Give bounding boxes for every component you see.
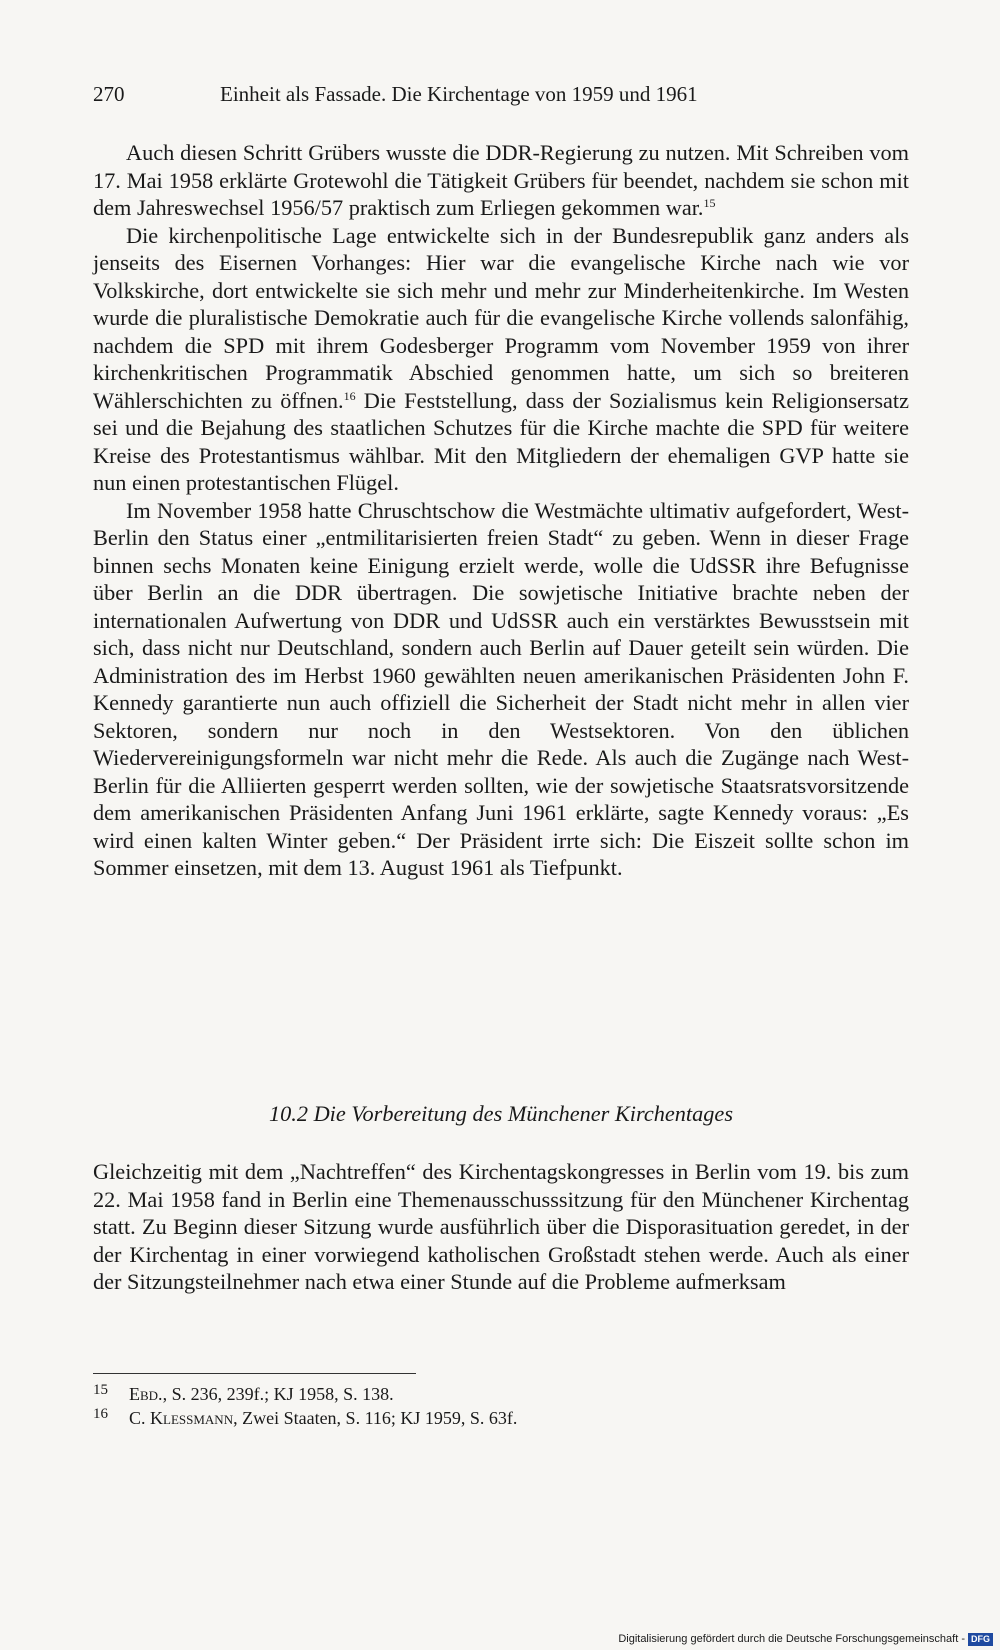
paragraph-text: Die kirchenpolitische Lage entwickelte sich in der Bundesrepublik ganz anders als jenseits des Eisernen Vorhanges: Hier war die evangelische Kirche nach wie vor Volkskirche, dort entwickelte sie sich mehr und mehr zur Minderheitenkirche. Im Westen wurde die pluralistische Demokratie auch für die evangelische Kirche vollends salonfähig, nachdem die SPD mit ihrem Godesberger Programm vom November 1959 von ihrer kirchenkritischen Programmatik Abschied genommen hatte, um sich so breiteren Wählerschichten zu öffnen. — [93, 222, 909, 413]
footnote-text — [129, 1382, 394, 1406]
paragraph-text: Gleichzeitig mit dem „Nachtreffen“ des Kirchentagskongresses in Berlin vom 19. bis zum 22. Mai 1958 fand in Berlin eine Themenausschusssitzung für den Münchener Kirchentag statt. Zu Beginn dieser Sitzung wurde ausführlich über die Disporasituation geredet, in der der Kirchentag in einer vorwiegend katholischen Großstadt stehen werde. Auch als einer der Sitzungsteilnehmer nach etwa einer Stunde auf die Probleme aufmerksam — [93, 1159, 909, 1294]
paragraph — [93, 139, 909, 222]
paragraph-text: Im November 1958 hatte Chruschtschow die Westmächte ultimativ aufgefordert, West-Berlin den Status einer „entmilitarisierten freien Stadt“ zu geben. Wenn in dieser Frage binnen sechs Monaten keine Einigung erzielt werde, wolle die UdSSR ihre Befugnisse über Berlin an die DDR übertragen. Die sowjetische Initiative brachte neben der internationalen Aufwertung von DDR und UdSSR auch ein verstärktes Bewusstsein mit sich, dass nicht nur Deutschland, sondern auch Berlin auf Dauer geteilt sein würden. Die Administration des im Herbst 1960 gewählten neuen amerikanischen Präsidenten John F. Kennedy garantierte nun auch offiziell die Sicherheit der Stadt nicht mehr in allen vier Sektoren, sondern nur noch in den Westsektoren. Von den üblichen Wiedervereinigungsformeln war nicht mehr die Rede. Als auch die Zugänge nach West-Berlin für die Alliierten gesperrt werden sollten, wie der sowjetische Staatsratsvorsitzende dem amerikanischen Präsidenten Anfang Juni 1961 erklärte, sagte Kennedy voraus: „Es wird einen kalten Winter geben.“ Der Präsident irrte sich: Die Eiszeit sollte schon im Sommer einsetzen, mit dem 13. August 1961 als Tiefpunkt. — [93, 497, 909, 880]
paragraph — [93, 497, 909, 882]
running-title: Einheit als Fassade. Die Kirchentage von 1959 und 1961 — [220, 82, 698, 106]
footnote-number: 15 — [93, 1382, 108, 1398]
footnote-ref[interactable]: 15 — [703, 196, 716, 210]
digitization-notice — [618, 1632, 993, 1646]
paragraph-text: Die Feststellung, dass der Sozialismus kein Religionsersatz sei und die Bejahung des staatlichen Schutzes für die Kirche machte die SPD für weitere Kreise des Protestantismus wählbar. Mit den Mitgliedern der ehemaligen GVP hatte sie nun einen protestantischen Flügel. — [93, 387, 909, 495]
footnote-author: Ebd. — [129, 1384, 163, 1404]
body-text-block — [93, 139, 909, 882]
page-number: 270 — [93, 82, 125, 106]
footnote-divider — [93, 1373, 416, 1374]
running-header — [93, 80, 793, 108]
paragraph — [93, 222, 909, 497]
footnote-author: Klessmann — [150, 1408, 234, 1428]
footnote-ref[interactable]: 16 — [343, 388, 356, 403]
footnote — [93, 1406, 909, 1430]
paragraph-text: Auch diesen Schritt Grübers wusste die DDR-Regierung zu nutzen. Mit Schreiben vom 17. Mai 1958 erklärte Grotewohl die Tätigkeit Grübers für beendet, nachdem sie schon mit dem Jahreswechsel 1956/57 praktisch zum Erliegen gekommen war. — [93, 140, 909, 220]
paragraph — [93, 1158, 909, 1296]
section-heading: 10.2 Die Vorbereitung des Münchener Kirchentages — [268, 1101, 733, 1126]
body-text-block — [93, 1158, 909, 1296]
footnote-prefix: C. — [129, 1408, 151, 1428]
digitization-text: Digitalisierung gefördert durch die Deutsche Forschungsgemeinschaft - — [618, 1633, 965, 1645]
footnote — [93, 1382, 909, 1406]
footnote-text — [129, 1406, 517, 1430]
footnote-citation: , Zwei Staaten, S. 116; KJ 1959, S. 63f. — [233, 1408, 518, 1428]
footnote-citation: , S. 236, 239f.; KJ 1958, S. 138. — [162, 1384, 394, 1404]
footnotes — [93, 1382, 909, 1430]
footnote-number: 16 — [93, 1406, 108, 1422]
dfg-logo: DFG — [968, 1633, 993, 1646]
